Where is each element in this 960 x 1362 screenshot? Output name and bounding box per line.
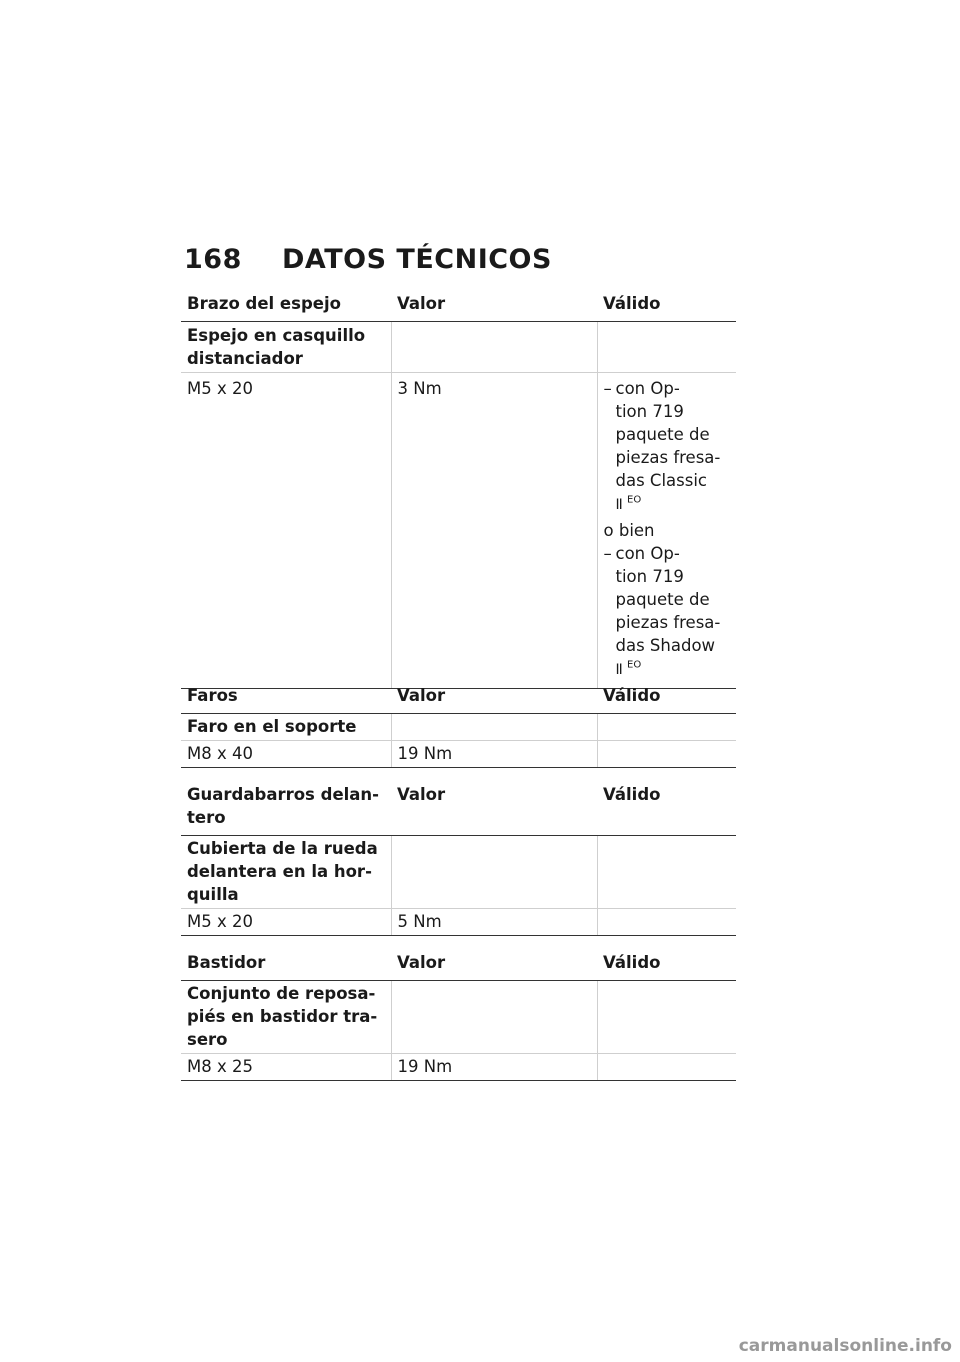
row-size: M8 x 25 [181,1054,391,1081]
subheader-label: Conjunto de reposa-piés en bastidor tra-sero [181,981,391,1054]
page-title: DATOS TÉCNICOS [282,244,552,275]
table-row [181,909,736,936]
header-value: Valor [391,684,597,714]
eo-superscript: EO [627,494,642,506]
spec-table-front-fender [181,783,736,936]
row-value: 19 Nm [391,741,597,768]
table-row [181,373,736,689]
validity-option-2: – con Op- tion 719 paquete de piezas fresa- das Shadow II $^{EO}$ [603,544,721,678]
page-header [184,244,552,275]
spec-table-frame [181,951,736,1081]
header-valid: Válido [597,783,736,836]
option-marker: II [615,662,622,678]
option-marker: II [615,497,622,513]
table-subheader-row [181,322,736,373]
row-value: 5 Nm [391,909,597,936]
subheader-label: Cubierta de la rueda delantera en la hor-quilla [181,836,391,909]
spec-table-headlights [181,684,736,768]
header-component: Bastidor [181,951,391,981]
table-row [181,1054,736,1081]
validity-separator: o bien [603,521,655,540]
table-subheader-row [181,981,736,1054]
row-size: M5 x 20 [181,373,391,689]
validity-option-1: – con Op- tion 719 paquete de piezas fresa- das Classic II $^{EO}$ [603,379,721,513]
row-validity [597,373,736,689]
header-value: Valor [391,783,597,836]
header-valid: Válido [597,951,736,981]
table-subheader-row [181,836,736,909]
row-size: M5 x 20 [181,909,391,936]
table-subheader-row [181,714,736,741]
spec-table-mirror-arm [181,292,736,689]
table-header-row [181,684,736,714]
header-component: Faros [181,684,391,714]
header-component: Brazo del espejo [181,292,391,322]
header-component: Guardabarros delan-tero [181,783,391,836]
row-value: 19 Nm [391,1054,597,1081]
dash-icon: – [603,544,612,563]
page-number: 168 [184,244,242,275]
table-header-row [181,951,736,981]
subheader-label: Faro en el soporte [181,714,391,741]
table-header-row [181,292,736,322]
header-value: Valor [391,292,597,322]
header-value: Valor [391,951,597,981]
table-header-row [181,783,736,836]
eo-superscript: EO [627,659,642,671]
watermark: carmanualsonline.info [738,1336,952,1356]
header-valid: Válido [597,684,736,714]
table-row [181,741,736,768]
subheader-label: Espejo en casquillo distanciador [181,322,391,373]
dash-icon: – [603,379,612,398]
row-size: M8 x 40 [181,741,391,768]
header-valid: Válido [597,292,736,322]
row-value: 3 Nm [391,373,597,689]
